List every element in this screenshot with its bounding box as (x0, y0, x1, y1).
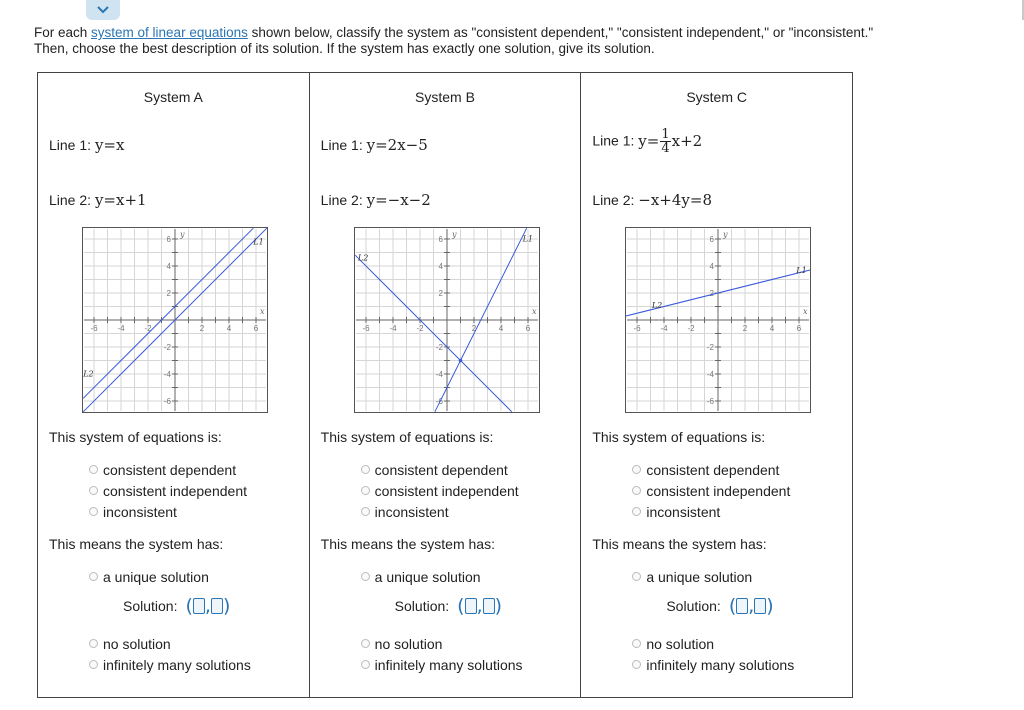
system-title: System A (143, 89, 203, 105)
option-no-solution[interactable]: no solution (361, 633, 523, 654)
graph-svg (625, 227, 811, 413)
line-label: L2 (357, 253, 368, 263)
radio-button[interactable] (361, 639, 370, 648)
x-tick-label: -2 (144, 324, 152, 333)
classification-prompt: This system of equations is: (49, 429, 222, 445)
other-solution-options (632, 633, 794, 675)
x-tick-label: -6 (633, 324, 641, 333)
x-tick-label: -2 (416, 324, 424, 333)
x-axis-label: x (803, 307, 808, 316)
y-tick-label: 4 (709, 262, 715, 271)
y-tick-label: -4 (707, 370, 715, 379)
radio-button[interactable] (361, 465, 370, 474)
radio-button[interactable] (632, 660, 641, 669)
solution-entry: Solution: ( , ) (123, 595, 231, 617)
classification-prompt: This system of equations is: (592, 429, 766, 445)
other-solution-options (89, 633, 251, 675)
instructions (34, 25, 1014, 57)
classification-options (89, 459, 247, 522)
y-axis-label: y (180, 230, 185, 239)
chevron-down-icon (96, 5, 110, 15)
radio-button[interactable] (361, 572, 370, 581)
x-tick-label: 2 (199, 324, 205, 333)
option-inconsistent[interactable]: inconsistent (632, 501, 790, 522)
solution-prompt: This means the system has: (49, 536, 224, 552)
radio-button[interactable] (89, 572, 98, 581)
solution-y-input[interactable] (211, 598, 223, 614)
system-c-panel (581, 73, 852, 697)
option-infinitely-many[interactable]: infinitely many solutions (632, 654, 794, 675)
x-tick-label: 4 (498, 324, 503, 333)
option-consistent-independent[interactable]: consistent independent (361, 480, 519, 501)
system-title: System C (686, 89, 748, 105)
option-infinitely-many[interactable]: infinitely many solutions (89, 654, 251, 675)
line2-equation: Line 2: y=x+1 (49, 191, 147, 209)
radio-button[interactable] (632, 572, 641, 581)
classification-options (632, 459, 790, 522)
x-tick-label: 6 (525, 324, 530, 333)
radio-button[interactable] (361, 660, 370, 669)
y-tick-label: -2 (707, 343, 715, 352)
radio-button[interactable] (632, 465, 641, 474)
line2-equation: Line 2: −x+4y=8 (592, 191, 713, 209)
graph (625, 227, 811, 413)
solution-entry: Solution: ( , ) (394, 595, 503, 617)
radio-button[interactable] (361, 486, 370, 495)
line-label: L1 (522, 234, 533, 244)
y-tick-label: -4 (435, 370, 443, 379)
x-tick-label: -4 (660, 324, 668, 333)
option-consistent-independent[interactable]: consistent independent (632, 480, 790, 501)
solution-y-input[interactable] (483, 598, 495, 614)
intro-text-2: shown below, classify the system as "consistent dependent," "consistent independent," or "inconsistent." (247, 25, 874, 40)
option-consistent-dependent[interactable]: consistent dependent (361, 459, 519, 480)
x-tick-label: 2 (471, 324, 476, 333)
x-tick-label: -2 (687, 324, 695, 333)
solution-x-input[interactable] (193, 598, 205, 614)
solution-x-input[interactable] (736, 598, 748, 614)
x-tick-label: -4 (117, 324, 125, 333)
option-infinitely-many[interactable]: infinitely many solutions (361, 654, 523, 675)
y-tick-label: -4 (163, 370, 171, 379)
line2-equation: Line 2: y=−x−2 (320, 191, 431, 209)
intro-text: For each (34, 25, 92, 40)
system-a-panel (38, 73, 310, 697)
option-consistent-dependent[interactable]: consistent dependent (632, 459, 790, 480)
x-tick-label: -6 (90, 324, 98, 333)
option-unique-solution[interactable]: a unique solution (89, 566, 209, 587)
x-tick-label: 6 (253, 324, 259, 333)
option-unique-solution[interactable]: a unique solution (361, 566, 481, 587)
line1-equation: Line 1: y= $\frac{1}{4}$ x+2 (592, 127, 703, 156)
option-inconsistent[interactable]: inconsistent (361, 501, 519, 522)
y-tick-label: 6 (438, 235, 443, 244)
solution-y-input[interactable] (754, 598, 766, 614)
x-tick-label: 2 (743, 324, 748, 333)
radio-button[interactable] (361, 507, 370, 516)
radio-button[interactable] (89, 486, 98, 495)
solution-x-input[interactable] (465, 598, 477, 614)
radio-button[interactable] (632, 486, 641, 495)
radio-button[interactable] (89, 660, 98, 669)
line1-equation: Line 1: y=x (49, 136, 125, 154)
option-inconsistent[interactable]: inconsistent (89, 501, 247, 522)
y-tick-label: -2 (435, 343, 443, 352)
option-no-solution[interactable]: no solution (89, 633, 251, 654)
y-tick-label: 2 (166, 289, 171, 298)
system-title: System B (415, 89, 475, 105)
other-solution-options (361, 633, 523, 675)
option-consistent-dependent[interactable]: consistent dependent (89, 459, 247, 480)
radio-button[interactable] (632, 639, 641, 648)
y-tick-label: -6 (435, 397, 443, 406)
x-tick-label: -4 (389, 324, 397, 333)
y-tick-label: 4 (438, 262, 443, 271)
system-b-panel (310, 73, 582, 697)
radio-button[interactable] (89, 507, 98, 516)
y-axis-label: y (723, 230, 728, 239)
graph-svg (82, 227, 268, 413)
y-axis-label: y (451, 230, 457, 239)
solution-prompt: This means the system has: (320, 536, 495, 552)
intro-text-3: Then, choose the best description of its solution. If the system has exactly one solution, give its solution. (34, 41, 655, 56)
graph (82, 227, 268, 413)
collapse-toggle-button[interactable] (86, 0, 120, 20)
radio-button[interactable] (632, 507, 641, 516)
x-tick-label: 4 (770, 324, 775, 333)
y-tick-label: 2 (709, 289, 715, 298)
intersection-point (458, 359, 462, 363)
y-tick-label: 6 (166, 235, 171, 244)
y-tick-label: 2 (438, 289, 443, 298)
y-tick-label: 6 (709, 235, 715, 244)
y-tick-label: -6 (163, 397, 171, 406)
definition-link[interactable]: system of linear equations (91, 25, 248, 40)
option-unique-solution[interactable]: a unique solution (632, 566, 752, 587)
graph-svg (354, 227, 540, 413)
option-no-solution[interactable]: no solution (632, 633, 794, 654)
line1-equation: Line 1: y=2x−5 (320, 136, 428, 154)
line-label: L1 (796, 265, 808, 275)
x-tick-label: 6 (797, 324, 802, 333)
solution-prompt: This means the system has: (592, 536, 767, 552)
x-axis-label: x (260, 307, 265, 316)
line-label: L2 (83, 369, 94, 379)
radio-button[interactable] (89, 639, 98, 648)
line-label: L1 (253, 237, 264, 247)
x-axis-label: x (531, 307, 537, 316)
classification-prompt: This system of equations is: (320, 429, 494, 445)
solution-entry: Solution: ( , ) (666, 595, 774, 617)
y-tick-label: -6 (707, 397, 715, 406)
x-tick-label: 4 (226, 324, 232, 333)
graph (354, 227, 540, 413)
y-tick-label: 4 (166, 262, 171, 271)
radio-button[interactable] (89, 465, 98, 474)
systems-table (37, 72, 853, 698)
option-consistent-independent[interactable]: consistent independent (89, 480, 247, 501)
x-tick-label: -6 (362, 324, 370, 333)
fraction: $\frac{1}{4}$ (661, 127, 670, 156)
line-label: L2 (652, 300, 663, 310)
classification-options (361, 459, 519, 522)
y-tick-label: -2 (163, 343, 171, 352)
